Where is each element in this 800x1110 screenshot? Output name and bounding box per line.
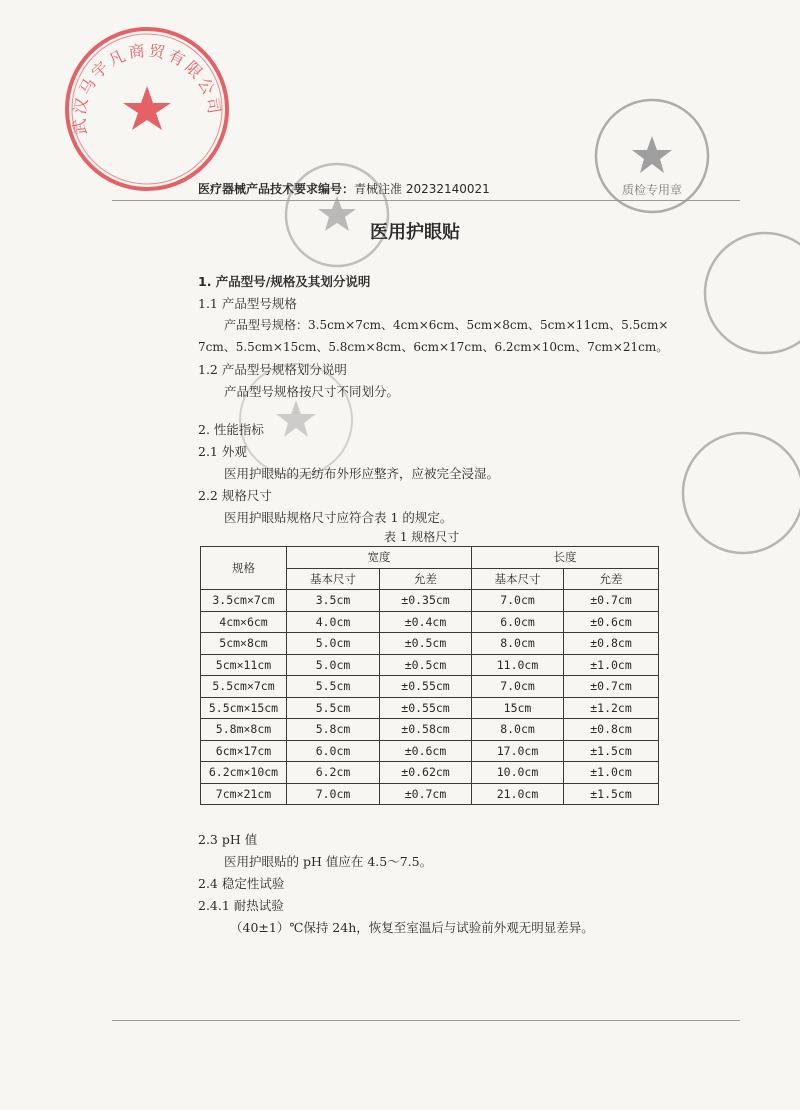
header-length-basic: 基本尺寸 [472,568,564,590]
cell-width-basic: 6.2cm [287,762,380,784]
cell-width-basic: 5.0cm [287,654,380,676]
section-1-1-heading: 1.1 产品型号规格 [198,296,297,311]
cell-width-basic: 5.8cm [287,719,380,741]
table-row [201,697,659,719]
table-row [201,676,659,698]
cell-spec: 5.8m×8cm [201,719,287,741]
cell-width-tol: ±0.4cm [380,611,472,633]
section-1-2-heading: 1.2 产品型号规格划分说明 [198,362,347,377]
cell-width-basic: 4.0cm [287,611,380,633]
table-row [201,762,659,784]
section-2-4-1-text: （40±1）℃保持 24h，恢复至室温后与试验前外观无明显差异。 [230,920,594,935]
section-1-1-text-1: 产品型号规格：3.5cm×7cm、4cm×6cm、5cm×8cm、5cm×11cm、5.5cm× [224,318,669,332]
header-length: 长度 [472,547,659,569]
cell-width-tol: ±0.62cm [380,762,472,784]
cell-spec: 5cm×11cm [201,654,287,676]
section-2-3-heading: 2.3 pH 值 [198,832,258,847]
cell-spec: 5cm×8cm [201,633,287,655]
edge-seal-1 [700,228,800,358]
cell-width-tol: ±0.5cm [380,633,472,655]
registration-seal-faint [236,360,356,480]
cell-width-basic: 6.0cm [287,740,380,762]
doc-number: 青械注准 20232140021 [354,182,490,196]
svg-text:质检专用章: 质检专用章 [621,183,683,197]
table-row [201,783,659,805]
cell-length-basic: 6.0cm [472,611,564,633]
cell-length-basic: 7.0cm [472,676,564,698]
cell-length-basic: 21.0cm [472,783,564,805]
spec-table [200,546,659,805]
edge-seal-2 [678,428,800,558]
table-row [201,740,659,762]
footer-rule [112,1020,740,1021]
cell-length-tol: ±1.5cm [564,740,659,762]
cell-width-tol: ±0.7cm [380,783,472,805]
section-2-3-text: 医用护眼贴的 pH 值应在 4.5～7.5。 [224,854,433,869]
header-spec: 规格 [201,547,287,590]
section-2-4-heading: 2.4 稳定性试验 [198,876,285,891]
cell-width-basic: 5.5cm [287,697,380,719]
section-2-4-1-heading: 2.4.1 耐热试验 [198,898,284,913]
cell-width-basic: 5.5cm [287,676,380,698]
section-2-2-heading: 2.2 规格尺寸 [198,488,272,503]
cell-length-basic: 7.0cm [472,590,564,612]
cell-length-tol: ±1.5cm [564,783,659,805]
cell-width-basic: 7.0cm [287,783,380,805]
table-row [201,590,659,612]
cell-length-tol: ±1.0cm [564,762,659,784]
cell-length-basic: 8.0cm [472,633,564,655]
company-seal [62,24,232,194]
cell-length-tol: ±1.0cm [564,654,659,676]
cell-width-basic: 3.5cm [287,590,380,612]
cell-width-tol: ±0.55cm [380,697,472,719]
cell-length-basic: 11.0cm [472,654,564,676]
cell-length-basic: 10.0cm [472,762,564,784]
header-width: 宽度 [287,547,472,569]
header-width-basic: 基本尺寸 [287,568,380,590]
section-1-1-text-2: 7cm、5.5cm×15cm、5.8cm×8cm、6cm×17cm、6.2cm×10cm、7cm×21cm。 [198,340,669,354]
cell-width-tol: ±0.58cm [380,719,472,741]
cell-width-tol: ±0.35cm [380,590,472,612]
table-row [201,719,659,741]
cell-spec: 5.5cm×7cm [201,676,287,698]
header-rule [112,200,740,201]
quality-seal [592,96,712,216]
table-caption: 表 1 规格尺寸 [384,530,460,544]
cell-spec: 6cm×17cm [201,740,287,762]
doc-number-label: 医疗器械产品技术要求编号： [198,182,355,196]
cell-spec: 3.5cm×7cm [201,590,287,612]
cell-length-basic: 15cm [472,697,564,719]
cell-length-basic: 8.0cm [472,719,564,741]
table-row [201,611,659,633]
cell-length-basic: 17.0cm [472,740,564,762]
section-1-2-text: 产品型号规格按尺寸不同划分。 [224,384,400,399]
cell-width-tol: ±0.55cm [380,676,472,698]
cell-spec: 4cm×6cm [201,611,287,633]
header-length-tol: 允差 [564,568,659,590]
cell-spec: 5.5cm×15cm [201,697,287,719]
cell-spec: 7cm×21cm [201,783,287,805]
cell-length-tol: ±0.8cm [564,633,659,655]
cell-width-tol: ±0.5cm [380,654,472,676]
cell-length-tol: ±0.7cm [564,676,659,698]
cell-width-tol: ±0.6cm [380,740,472,762]
registration-seal [282,160,392,270]
table-row [201,633,659,655]
cell-length-tol: ±1.2cm [564,697,659,719]
cell-length-tol: ±0.8cm [564,719,659,741]
svg-text:武汉马宇凡商贸有限公司: 武汉马宇凡商贸有限公司 [69,40,225,136]
section-1-heading: 1. 产品型号/规格及其划分说明 [198,274,371,289]
section-2-2-text: 医用护眼贴规格尺寸应符合表 1 的规定。 [224,510,453,525]
cell-length-tol: ±0.7cm [564,590,659,612]
section-2-heading: 2. 性能指标 [198,422,264,437]
page-title: 医用护眼贴 [370,222,460,243]
section-2-1-text: 医用护眼贴的无纺布外形应整齐，应被完全浸湿。 [224,466,500,481]
cell-spec: 6.2cm×10cm [201,762,287,784]
table-row [201,654,659,676]
cell-length-tol: ±0.6cm [564,611,659,633]
section-2-1-heading: 2.1 外观 [198,444,247,459]
cell-width-basic: 5.0cm [287,633,380,655]
header-width-tol: 允差 [380,568,472,590]
